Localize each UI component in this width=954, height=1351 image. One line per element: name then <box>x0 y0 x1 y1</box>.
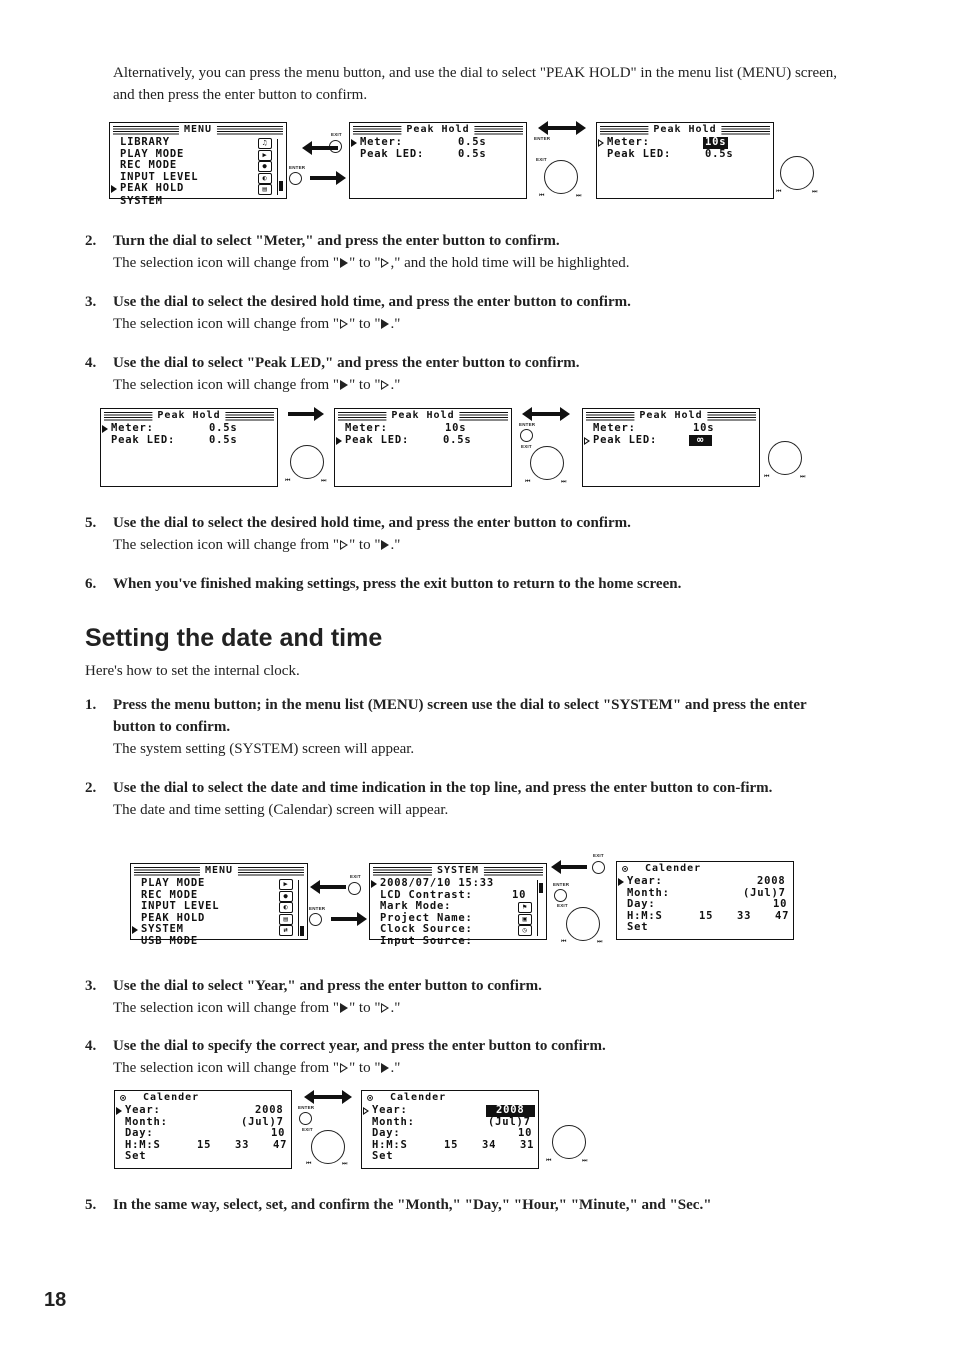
mark-icon: ⚑ <box>518 902 532 913</box>
filled-arrow-icon <box>340 1003 348 1013</box>
page-number: 18 <box>44 1289 67 1311</box>
step-5: 5. Use the dial to select the desired hold time, and press the enter button to confirm. The selection icon will change from " " to " ." <box>85 515 631 553</box>
exit-button[interactable] <box>592 861 605 874</box>
menu-item: LIBRARY ♫ <box>110 137 286 149</box>
dial[interactable] <box>290 445 324 479</box>
date-step-3: 3. Use the dial to select "Year," and press the enter button to confirm. The selection icon will change from " " to " ." <box>85 978 542 1016</box>
selection-icon <box>111 185 117 193</box>
menu-item: PLAY MODE ▶ <box>110 149 286 161</box>
arrow-both <box>538 121 586 135</box>
date-step-4: 4. Use the dial to specify the correct year, and press the enter button to confirm. The selection icon will change from " " to " ." <box>85 1038 606 1076</box>
peak-hold-screen: Peak Hold Meter: 0.5s Peak LED: 0.5s <box>100 408 278 487</box>
open-arrow-icon <box>381 1003 389 1013</box>
arrow-left <box>551 860 587 874</box>
open-arrow-icon <box>340 319 348 329</box>
play-mode-icon: ▶ <box>279 879 293 890</box>
dial[interactable] <box>544 160 578 194</box>
dial[interactable] <box>311 1130 345 1164</box>
enter-button[interactable] <box>309 913 322 926</box>
arrow-both <box>522 407 570 421</box>
calendar-icon: ⊙ <box>120 1093 127 1104</box>
dial[interactable] <box>780 156 814 190</box>
dial[interactable] <box>566 907 600 941</box>
section-intro: Here's how to set the internal clock. <box>85 663 300 679</box>
filled-arrow-icon <box>381 1063 389 1073</box>
arrow-right <box>288 407 324 421</box>
open-arrow-icon <box>381 380 389 390</box>
filled-arrow-icon <box>381 540 389 550</box>
arrow-left <box>310 880 346 894</box>
dial[interactable] <box>552 1125 586 1159</box>
date-step-2: 2. Use the dial to select the date and time indication in the top line, and press the enter button to con-firm. The date and time setting (Calendar) screen will appear. <box>85 780 773 818</box>
peak-hold-screen: Peak Hold Meter: 10s Peak LED: 0.5s <box>334 408 512 487</box>
intro-paragraph: Alternatively, you can press the menu button, and use the dial to select "PEAK HOLD" in the menu list (MENU) screen, and then press the enter button to confirm. <box>113 65 838 103</box>
section-title: Setting the date and time <box>85 624 383 652</box>
menu-item: INPUT LEVEL ◐ <box>110 172 286 184</box>
calendar-screen: Calender ⊙ Year: 2008 Month: (Jul)7 Day: 10 H:M:S 15 33 47 Set <box>616 861 794 940</box>
date-step-1: 1. Press the menu button; in the menu list (MENU) screen use the dial to select "SYSTEM" and press the enter button to confirm. The system setting (SYSTEM) screen will appear. <box>85 697 807 757</box>
peak-hold-icon: ▤ <box>258 184 272 195</box>
system-icon: ⇄ <box>279 925 293 936</box>
library-icon: ♫ <box>258 138 272 149</box>
open-arrow-icon <box>340 1063 348 1073</box>
date-step-5: 5. In the same way, select, set, and confirm the "Month," "Day," "Hour," "Minute," and "Sec." <box>85 1197 712 1213</box>
peak-hold-screen: Peak Hold Meter: 10s Peak LED: ∞ <box>582 408 760 487</box>
enter-button[interactable] <box>289 172 302 185</box>
step-4: 4. Use the dial to select "Peak LED," and press the enter button to confirm. The selection icon will change from " " to " ." <box>85 355 580 393</box>
calendar-screen: Calender ⊙ Year: 2008 Month: (Jul)7 Day: 10 H:M:S 15 34 31 Set <box>361 1090 539 1169</box>
filled-arrow-icon <box>381 319 389 329</box>
peak-hold-icon: ▤ <box>279 914 293 925</box>
calendar-icon: ⊙ <box>622 864 629 875</box>
menu-item-selected: PEAK HOLD ▤ <box>110 183 286 195</box>
rec-mode-icon: ● <box>258 161 272 172</box>
enter-button[interactable] <box>299 1112 312 1125</box>
input-level-icon: ◐ <box>258 173 272 184</box>
menu-screen <box>109 122 287 207</box>
arrow-right <box>331 912 367 926</box>
exit-button[interactable] <box>348 882 361 895</box>
dial[interactable] <box>768 441 802 475</box>
step-6: 6. When you've finished making settings, press the exit button to return to the home screen. <box>85 576 682 592</box>
arrow-both <box>304 1090 352 1104</box>
menu-item: REC MODE ● <box>110 160 286 172</box>
step-2: 2. Turn the dial to select "Meter," and press the enter button to confirm. The selection icon will change from " " to " ," and the hold time will be highlighted. <box>85 233 630 271</box>
menu-title: MENU <box>179 124 217 136</box>
enter-button[interactable] <box>520 429 533 442</box>
peak-hold-screen: Peak Hold Meter: 10s Peak LED: 0.5s <box>596 122 774 199</box>
dial[interactable] <box>530 446 564 480</box>
play-mode-icon: ▶ <box>258 150 272 161</box>
clock-icon: ◷ <box>518 925 532 936</box>
calendar-screen: Calender ⊙ Year: 2008 Month: (Jul)7 Day: 10 H:M:S 15 33 47 Set <box>114 1090 292 1169</box>
arrow-left <box>302 141 338 155</box>
system-screen: SYSTEM 2008/07/10 15:33 LCD Contrast: 10 Mark Mode: ⚑ Project Name: ▣ Clock Source: ◷ Input Source: <box>369 863 547 940</box>
calendar-title: Calender <box>640 863 706 875</box>
calendar-icon: ⊙ <box>367 1093 374 1104</box>
filled-arrow-icon <box>340 380 348 390</box>
open-arrow-icon <box>381 258 389 268</box>
rec-mode-icon: ● <box>279 891 293 902</box>
input-level-icon: ◐ <box>279 902 293 913</box>
open-arrow-icon <box>340 540 348 550</box>
menu-screen: MENU PLAY MODE ▶ REC MODE ● INPUT LEVEL ◐ PEAK HOLD ▤ SYSTEM ⇄ USB MODE <box>130 863 308 940</box>
filled-arrow-icon <box>340 258 348 268</box>
enter-button[interactable] <box>554 889 567 902</box>
step-3: 3. Use the dial to select the desired hold time, and press the enter button to confirm. The selection icon will change from " " to " ." <box>85 294 631 332</box>
project-icon: ▣ <box>518 914 532 925</box>
arrow-right <box>310 171 346 185</box>
menu-item: SYSTEM <box>120 194 163 207</box>
peak-hold-screen: Peak Hold Meter: 0.5s Peak LED: 0.5s <box>349 122 527 199</box>
